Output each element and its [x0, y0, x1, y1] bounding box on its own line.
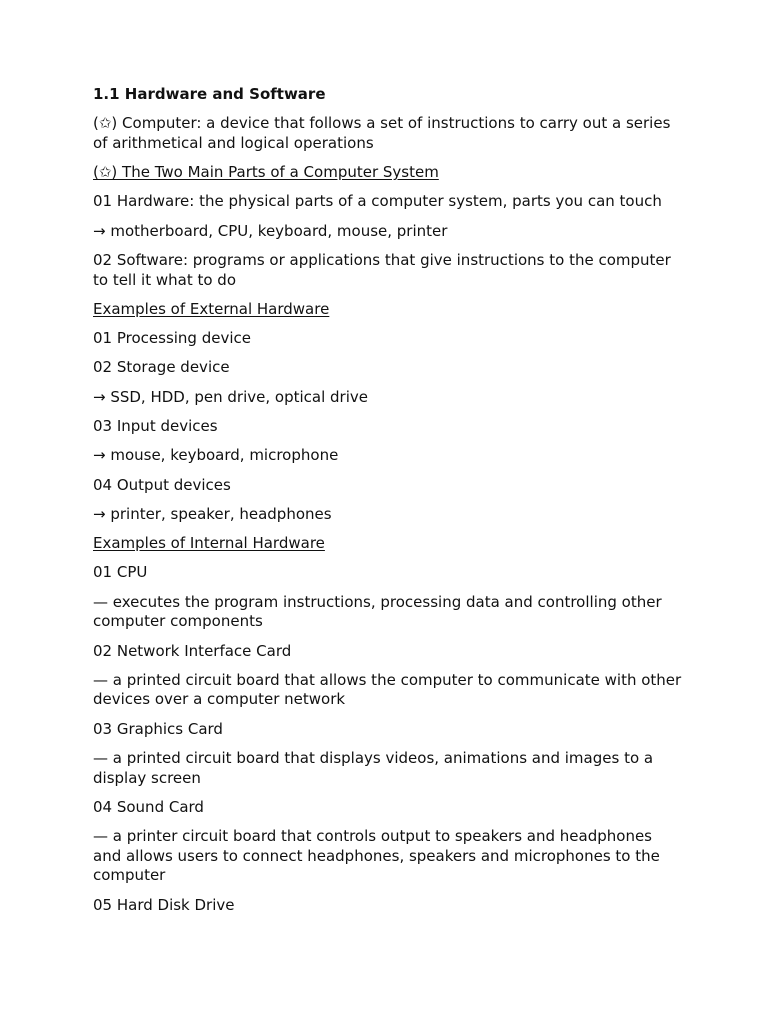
paragraph: (✩) Computer: a device that follows a set of instructions to carry out a series of arithmetical and logical operations — [93, 114, 671, 152]
paragraph: 01 Hardware: the physical parts of a computer system, parts you can touch — [93, 192, 662, 211]
paragraph: — executes the program instructions, processing data and controlling other computer components — [93, 592, 662, 631]
paragraph: 04 Output devices — [93, 475, 231, 494]
paragraph: → SSD, HDD, pen drive, optical drive — [93, 387, 368, 406]
document-body — [93, 114, 683, 915]
paragraph: 01 Processing device — [93, 329, 251, 348]
paragraph: → mouse, keyboard, microphone — [93, 446, 339, 465]
paragraph: 05 Hard Disk Drive — [93, 895, 235, 914]
paragraph: — a printed circuit board that allows the computer to communicate with other devices over a computer network — [93, 670, 682, 709]
paragraph: → motherboard, CPU, keyboard, mouse, printer — [93, 221, 448, 240]
paragraph: — a printed circuit board that displays videos, animations and images to a display screen — [93, 749, 654, 787]
paragraph: — a printer circuit board that controls output to speakers and headphones and allows users to connect headphones, speakers and microphones to the computer — [93, 827, 660, 885]
paragraph: 04 Sound Card — [93, 797, 204, 816]
document-page — [93, 85, 683, 925]
paragraph: 02 Software: programs or applications that give instructions to the computer to tell it what to do — [93, 251, 671, 289]
paragraph: → printer, speaker, headphones — [93, 504, 332, 523]
page-title: 1.1 Hardware and Software — [93, 85, 326, 103]
paragraph: 02 Storage device — [93, 358, 230, 377]
paragraph: 02 Network Interface Card — [93, 641, 292, 660]
paragraph: 01 CPU — [93, 563, 148, 582]
section-heading: (✩) The Two Main Parts of a Computer System — [93, 163, 439, 182]
paragraph: 03 Graphics Card — [93, 719, 223, 738]
paragraph: 03 Input devices — [93, 417, 218, 435]
section-heading: Examples of External Hardware — [93, 299, 330, 318]
section-heading: Examples of Internal Hardware — [93, 534, 325, 553]
